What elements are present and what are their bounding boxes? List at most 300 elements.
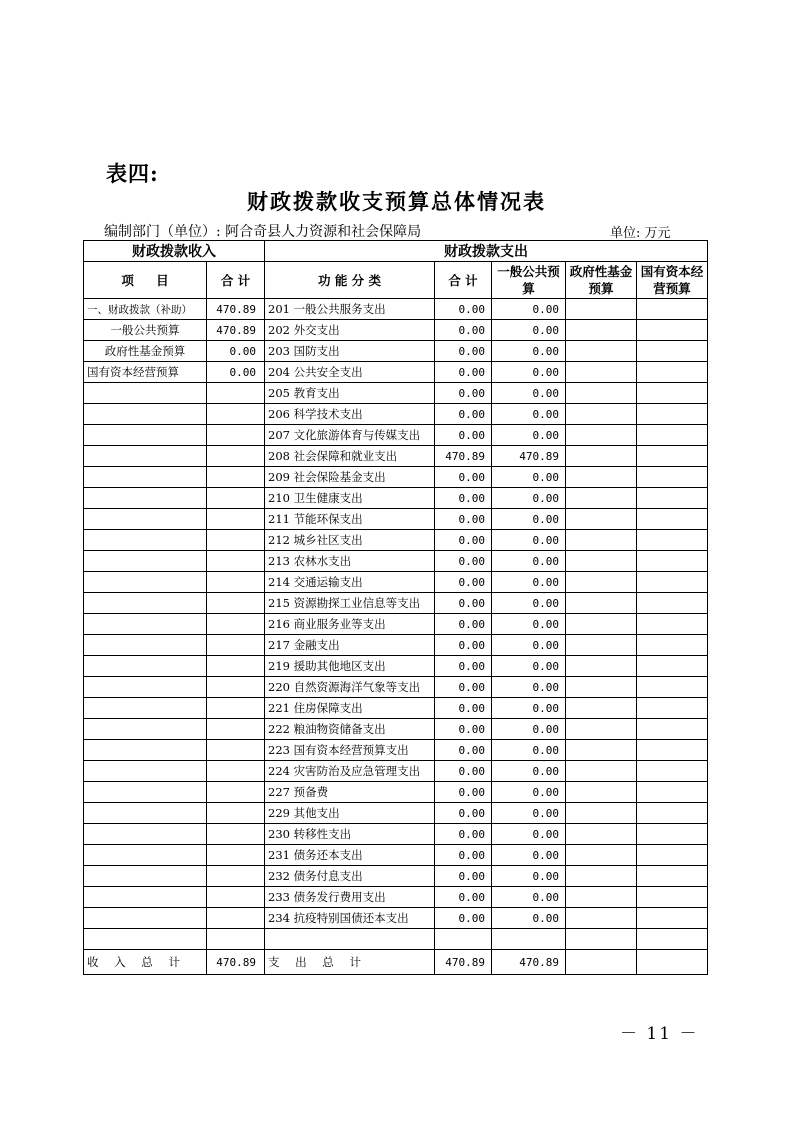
expense-state-capital [637, 803, 708, 824]
expense-total: 0.00 [435, 761, 492, 782]
expense-total: 0.00 [435, 551, 492, 572]
income-item-amount [207, 719, 265, 740]
expense-code: 224 [268, 764, 290, 778]
table-row [84, 362, 708, 383]
income-item-name [84, 719, 207, 740]
income-item-name [84, 593, 207, 614]
income-item-amount [207, 656, 265, 677]
expense-state-capital [637, 446, 708, 467]
expense-state-capital [637, 908, 708, 929]
expense-gov-fund [566, 614, 637, 635]
expense-name: 援助其他地区支出 [293, 659, 386, 673]
table-row [84, 299, 708, 320]
expense-gov-fund [566, 572, 637, 593]
income-item-amount [207, 866, 265, 887]
table-row [84, 866, 708, 887]
income-item-name [84, 614, 207, 635]
income-total-amount: 470.89 [207, 950, 265, 975]
table-row [84, 404, 708, 425]
expense-code: 210 [268, 491, 290, 505]
income-item-amount [207, 824, 265, 845]
expense-state-capital [637, 341, 708, 362]
expense-function-class [265, 698, 435, 719]
expense-general-budget: 0.00 [492, 782, 566, 803]
expense-general-budget: 0.00 [492, 572, 566, 593]
expense-gov-fund [566, 341, 637, 362]
expense-name: 住房保障支出 [293, 701, 363, 715]
expense-function-class [265, 824, 435, 845]
expense-total: 0.00 [435, 782, 492, 803]
income-item-amount: 0.00 [207, 362, 265, 383]
expense-general-budget: 0.00 [492, 509, 566, 530]
income-item-name [84, 383, 207, 404]
expense-name: 国有资本经营预算支出 [293, 743, 409, 757]
income-item-name: 一、财政拨款（补助） [84, 299, 207, 320]
expense-gov-fund [566, 740, 637, 761]
income-item-name [84, 929, 207, 950]
expense-total-label: 支 出 总 计 [265, 950, 435, 975]
expense-state-capital [637, 530, 708, 551]
table-row [84, 614, 708, 635]
expense-name: 社会保障和就业支出 [293, 449, 398, 463]
income-item-amount [207, 467, 265, 488]
col-header-expense-total: 合 计 [435, 262, 492, 299]
income-item-amount [207, 572, 265, 593]
expense-code: 221 [268, 701, 290, 715]
expense-code: 216 [268, 617, 290, 631]
income-item-name [84, 782, 207, 803]
expense-function-class [265, 551, 435, 572]
expense-total: 0.00 [435, 908, 492, 929]
expense-general-budget: 0.00 [492, 656, 566, 677]
expense-state-capital [637, 404, 708, 425]
expense-general-budget [492, 929, 566, 950]
income-item-name [84, 761, 207, 782]
expense-gov-fund [566, 299, 637, 320]
expense-total: 0.00 [435, 719, 492, 740]
expense-gov-fund [566, 425, 637, 446]
expense-general-budget: 0.00 [492, 320, 566, 341]
table-row [84, 656, 708, 677]
table-row [84, 425, 708, 446]
expense-function-class [265, 866, 435, 887]
table-label: 表四: [106, 161, 159, 186]
expense-gov-fund [566, 761, 637, 782]
expense-gov-fund [566, 320, 637, 341]
expense-state-capital [637, 614, 708, 635]
expense-total [435, 929, 492, 950]
table-row [84, 551, 708, 572]
expense-general-budget: 0.00 [492, 698, 566, 719]
expense-name: 节能环保支出 [293, 512, 363, 526]
income-item-amount [207, 677, 265, 698]
expense-code: 202 [268, 323, 290, 337]
expense-general-budget: 0.00 [492, 299, 566, 320]
expense-state-capital [637, 488, 708, 509]
expense-state-capital [637, 782, 708, 803]
document-title: 财政拨款收支预算总体情况表 [247, 189, 546, 214]
expense-function-class [265, 488, 435, 509]
income-item-name [84, 572, 207, 593]
col-header-function-class: 功 能 分 类 [265, 262, 435, 299]
income-item-amount [207, 509, 265, 530]
expense-state-capital [637, 929, 708, 950]
expense-state-capital [637, 509, 708, 530]
table-row [84, 803, 708, 824]
expense-state-capital [637, 320, 708, 341]
expense-gov-fund [566, 887, 637, 908]
expense-general-budget: 0.00 [492, 362, 566, 383]
income-item-amount [207, 425, 265, 446]
expense-code: 203 [268, 344, 290, 358]
table-row [84, 488, 708, 509]
expense-code: 233 [268, 890, 290, 904]
expense-function-class [265, 761, 435, 782]
expense-general-budget: 470.89 [492, 446, 566, 467]
expense-gov-fund [566, 488, 637, 509]
expense-function-class [265, 782, 435, 803]
expense-gov-fund [566, 467, 637, 488]
budget-table [83, 240, 708, 975]
expense-code: 214 [268, 575, 290, 589]
expense-gov-fund [566, 845, 637, 866]
expense-code: 205 [268, 386, 290, 400]
expense-state-capital [637, 866, 708, 887]
income-item-name [84, 467, 207, 488]
expense-state-capital [637, 362, 708, 383]
expense-state-capital [637, 299, 708, 320]
page-number: － 11 － [620, 1024, 699, 1044]
income-item-amount [207, 404, 265, 425]
income-item-amount [207, 530, 265, 551]
expense-name: 粮油物资储备支出 [293, 722, 386, 736]
expense-code: 222 [268, 722, 290, 736]
compiling-unit: 编制部门（单位）: 阿合奇县人力资源和社会保障局 [104, 224, 422, 240]
expense-general-budget: 0.00 [492, 467, 566, 488]
expense-function-class [265, 803, 435, 824]
expense-total: 0.00 [435, 530, 492, 551]
expense-state-capital [637, 824, 708, 845]
col-header-gov-fund: 政府性基金预算 [566, 262, 637, 299]
expense-function-class [265, 635, 435, 656]
income-item-amount [207, 761, 265, 782]
income-item-amount [207, 551, 265, 572]
expense-state-capital [637, 845, 708, 866]
table-row [84, 593, 708, 614]
expense-name: 科学技术支出 [293, 407, 363, 421]
expense-general-budget: 0.00 [492, 866, 566, 887]
expense-code: 212 [268, 533, 290, 547]
expense-code: 213 [268, 554, 290, 568]
expense-gov-fund [566, 824, 637, 845]
expense-state-capital [637, 887, 708, 908]
income-item-name [84, 530, 207, 551]
expense-gov-fund [566, 719, 637, 740]
income-item-name [84, 446, 207, 467]
table-row [84, 341, 708, 362]
income-item-amount: 470.89 [207, 299, 265, 320]
expense-total: 0.00 [435, 824, 492, 845]
expense-function-class [265, 446, 435, 467]
expense-gov-fund [566, 803, 637, 824]
expense-general-budget: 0.00 [492, 614, 566, 635]
expense-function-class [265, 593, 435, 614]
expense-function-class [265, 614, 435, 635]
expense-total: 0.00 [435, 677, 492, 698]
expense-gov-fund [566, 635, 637, 656]
income-item-name [84, 803, 207, 824]
expense-function-class [265, 887, 435, 908]
expense-code: 201 [268, 302, 290, 316]
expense-function-class [265, 341, 435, 362]
expense-function-class [265, 719, 435, 740]
expense-name: 城乡社区支出 [293, 533, 363, 547]
expense-gov-fund [566, 866, 637, 887]
expense-name: 商业服务业等支出 [293, 617, 386, 631]
table-row [84, 677, 708, 698]
expense-gov-fund [566, 593, 637, 614]
expense-gov-fund [566, 698, 637, 719]
expense-function-class [265, 383, 435, 404]
income-item-amount [207, 740, 265, 761]
table-row [84, 467, 708, 488]
income-item-amount [207, 383, 265, 404]
table-row [84, 635, 708, 656]
expense-general-budget: 0.00 [492, 635, 566, 656]
income-total-label: 收 入 总 计 [84, 950, 207, 975]
income-item-name: 一般公共预算 [84, 320, 207, 341]
expense-name: 国防支出 [293, 344, 340, 358]
income-item-name [84, 845, 207, 866]
expense-name: 农林水支出 [293, 554, 352, 568]
expense-general-budget: 0.00 [492, 425, 566, 446]
expense-gov-fund [566, 782, 637, 803]
expense-state-capital [637, 551, 708, 572]
expense-code: 215 [268, 596, 290, 610]
expense-code: 211 [268, 512, 290, 526]
table-row [84, 320, 708, 341]
income-item-name: 政府性基金预算 [84, 341, 207, 362]
income-item-name: 国有资本经营预算 [84, 362, 207, 383]
expense-general-budget: 0.00 [492, 824, 566, 845]
table-row [84, 740, 708, 761]
expense-total: 0.00 [435, 698, 492, 719]
table-row [84, 530, 708, 551]
expense-total: 0.00 [435, 635, 492, 656]
expense-total: 0.00 [435, 299, 492, 320]
expense-state-capital [637, 425, 708, 446]
income-item-name [84, 908, 207, 929]
expense-function-class [265, 299, 435, 320]
expense-function-class [265, 530, 435, 551]
income-item-amount: 0.00 [207, 341, 265, 362]
expense-total: 0.00 [435, 740, 492, 761]
expense-function-class [265, 740, 435, 761]
expense-gov-fund [566, 362, 637, 383]
expense-name: 预备费 [293, 785, 329, 799]
expense-total-amount: 470.89 [435, 950, 492, 975]
income-item-name [84, 404, 207, 425]
expense-gov-fund [566, 929, 637, 950]
expense-function-class [265, 656, 435, 677]
table-row [84, 824, 708, 845]
expense-code: 204 [268, 365, 290, 379]
income-item-name [84, 740, 207, 761]
income-item-amount [207, 593, 265, 614]
expense-state-capital [637, 761, 708, 782]
expense-general-budget: 0.00 [492, 383, 566, 404]
income-item-amount: 470.89 [207, 320, 265, 341]
income-item-name [84, 425, 207, 446]
expense-code: 231 [268, 848, 290, 862]
col-header-state-capital: 国有资本经营预算 [637, 262, 708, 299]
income-item-name [84, 887, 207, 908]
income-item-name [84, 824, 207, 845]
expense-total: 470.89 [435, 446, 492, 467]
income-item-amount [207, 446, 265, 467]
table-row [84, 719, 708, 740]
expense-name: 转移性支出 [293, 827, 352, 841]
expense-function-class [265, 404, 435, 425]
expense-total: 0.00 [435, 425, 492, 446]
expense-state-capital [637, 656, 708, 677]
income-item-amount [207, 782, 265, 803]
gov-fund-total [566, 950, 637, 975]
expense-name: 外交支出 [293, 323, 340, 337]
income-item-name [84, 698, 207, 719]
expense-code: 234 [268, 911, 290, 925]
expense-function-class [265, 509, 435, 530]
expense-general-budget: 0.00 [492, 740, 566, 761]
income-item-amount [207, 635, 265, 656]
table-row [84, 887, 708, 908]
income-item-name [84, 656, 207, 677]
expense-function-class [265, 929, 435, 950]
expense-general-budget: 0.00 [492, 551, 566, 572]
expense-name: 社会保险基金支出 [293, 470, 386, 484]
expense-function-class [265, 320, 435, 341]
col-header-item: 项 目 [84, 262, 207, 299]
col-header-total: 合 计 [207, 262, 265, 299]
expense-name: 自然资源海洋气象等支出 [293, 680, 421, 694]
expense-state-capital [637, 740, 708, 761]
expense-name: 卫生健康支出 [293, 491, 363, 505]
expense-total: 0.00 [435, 656, 492, 677]
expense-code: 232 [268, 869, 290, 883]
income-item-amount [207, 698, 265, 719]
expense-gov-fund [566, 404, 637, 425]
expense-total: 0.00 [435, 488, 492, 509]
expense-gov-fund [566, 677, 637, 698]
expense-gov-fund [566, 446, 637, 467]
expense-name: 债务付息支出 [293, 869, 363, 883]
col-header-general-budget: 一般公共预算 [492, 262, 566, 299]
income-item-amount [207, 488, 265, 509]
expense-general-budget: 0.00 [492, 803, 566, 824]
expense-name: 一般公共服务支出 [293, 302, 386, 316]
expense-function-class [265, 467, 435, 488]
expense-general-budget: 0.00 [492, 530, 566, 551]
expense-gov-fund [566, 530, 637, 551]
expense-total: 0.00 [435, 614, 492, 635]
income-item-amount [207, 803, 265, 824]
expense-general-budget: 0.00 [492, 887, 566, 908]
income-item-amount [207, 929, 265, 950]
unit-label: 单位: 万元 [610, 226, 671, 241]
expense-total: 0.00 [435, 803, 492, 824]
expense-total: 0.00 [435, 362, 492, 383]
expense-state-capital [637, 572, 708, 593]
expense-code: 227 [268, 785, 290, 799]
expense-name: 其他支出 [293, 806, 340, 820]
expense-code: 220 [268, 680, 290, 694]
expense-gov-fund [566, 551, 637, 572]
expense-total: 0.00 [435, 866, 492, 887]
expense-state-capital [637, 677, 708, 698]
expense-general-budget: 0.00 [492, 341, 566, 362]
table-row [84, 383, 708, 404]
expense-general-budget: 0.00 [492, 677, 566, 698]
expense-total: 0.00 [435, 509, 492, 530]
totals-row [84, 950, 708, 975]
income-item-name [84, 551, 207, 572]
expense-general-budget: 0.00 [492, 488, 566, 509]
expense-state-capital [637, 698, 708, 719]
expense-code: 206 [268, 407, 290, 421]
income-section-header: 财政拨款收入 [84, 241, 265, 262]
expense-code: 230 [268, 827, 290, 841]
expense-function-class [265, 572, 435, 593]
expense-name: 文化旅游体育与传媒支出 [293, 428, 421, 442]
income-item-name [84, 488, 207, 509]
table-row [84, 509, 708, 530]
expense-name: 金融支出 [293, 638, 340, 652]
income-item-amount [207, 614, 265, 635]
expense-code: 219 [268, 659, 290, 673]
expense-name: 公共安全支出 [293, 365, 363, 379]
expense-name: 债务还本支出 [293, 848, 363, 862]
income-item-name [84, 635, 207, 656]
state-capital-total [637, 950, 708, 975]
income-item-amount [207, 845, 265, 866]
expense-general-budget: 0.00 [492, 761, 566, 782]
expense-function-class [265, 362, 435, 383]
expense-state-capital [637, 383, 708, 404]
expense-state-capital [637, 467, 708, 488]
expense-state-capital [637, 635, 708, 656]
expense-name: 债务发行费用支出 [293, 890, 386, 904]
table-row [84, 782, 708, 803]
expense-state-capital [637, 719, 708, 740]
expense-total: 0.00 [435, 467, 492, 488]
income-item-name [84, 866, 207, 887]
expense-general-budget: 0.00 [492, 719, 566, 740]
income-item-amount [207, 887, 265, 908]
expense-general-budget: 0.00 [492, 845, 566, 866]
expense-code: 209 [268, 470, 290, 484]
expense-total: 0.00 [435, 404, 492, 425]
expense-code: 223 [268, 743, 290, 757]
expense-code: 208 [268, 449, 290, 463]
expense-function-class [265, 845, 435, 866]
table-row [84, 845, 708, 866]
expense-total: 0.00 [435, 320, 492, 341]
income-item-name [84, 677, 207, 698]
expense-gov-fund [566, 908, 637, 929]
table-row [84, 446, 708, 467]
expense-general-budget: 0.00 [492, 908, 566, 929]
expense-general-total: 470.89 [492, 950, 566, 975]
